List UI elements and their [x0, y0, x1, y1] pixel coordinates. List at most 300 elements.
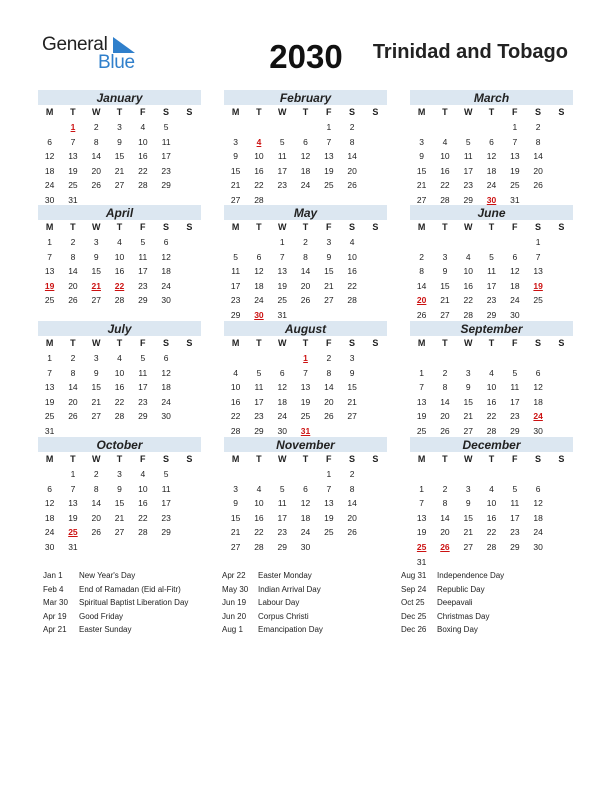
weekday-label: S: [163, 222, 170, 232]
weekday-label: M: [417, 454, 426, 464]
holiday-name: End of Ramadan (Eid al-Fitr): [79, 584, 181, 594]
day-cell: 30: [44, 541, 55, 552]
day-grid: [410, 351, 573, 439]
day-cell: 4: [256, 483, 262, 494]
weekday-label: W: [277, 454, 287, 464]
day-cell: 12: [161, 367, 171, 378]
weekday-label: T: [70, 454, 76, 464]
weekday-label: F: [512, 107, 518, 117]
day-cell: 18: [44, 165, 55, 176]
empty-cell: [271, 351, 294, 366]
day-cell: 24: [277, 411, 287, 422]
holiday-name: Easter Sunday: [79, 625, 132, 634]
day-cell: 18: [254, 280, 264, 291]
day-grid: [410, 467, 573, 569]
holiday-day-cell: 30: [486, 194, 497, 205]
day-cell: 7: [326, 483, 332, 494]
weekday-header: [224, 105, 387, 120]
day-cell: 16: [230, 396, 241, 407]
empty-cell: [457, 467, 480, 482]
weekday-label: M: [417, 222, 426, 232]
weekday-label: T: [302, 338, 309, 348]
empty-cell: [503, 467, 526, 482]
day-cell: 4: [349, 237, 355, 247]
weekday-label: M: [231, 338, 240, 348]
holiday-item: [43, 569, 223, 583]
day-cell: 30: [277, 425, 287, 436]
weekday-label: T: [70, 222, 76, 232]
day-cell: 26: [68, 411, 78, 422]
day-cell: 7: [47, 251, 53, 262]
weekday-label: F: [326, 107, 332, 117]
day-cell: 18: [510, 280, 520, 291]
weekday-label: M: [45, 454, 54, 464]
day-cell: 12: [486, 151, 497, 162]
day-cell: 22: [347, 280, 357, 291]
month-title: June: [410, 205, 573, 220]
weekday-label: S: [372, 454, 379, 464]
day-cell: 8: [535, 136, 541, 147]
day-cell: 17: [277, 165, 287, 176]
day-cell: 13: [68, 151, 78, 162]
empty-cell: [294, 120, 317, 135]
day-cell: 28: [254, 194, 264, 205]
month-title: March: [410, 90, 573, 105]
day-cell: 22: [230, 411, 241, 422]
holiday-name: Spiritual Baptist Liberation Day: [79, 598, 189, 607]
weekday-label: T: [442, 454, 448, 464]
month-november: [224, 437, 387, 555]
day-cell: 8: [93, 483, 99, 494]
weekday-header: [410, 220, 573, 235]
weekday-label: S: [349, 222, 356, 232]
day-cell: 30: [161, 411, 171, 422]
day-cell: 23: [161, 512, 171, 523]
holiday-name: Christmas Day: [437, 611, 490, 621]
weekday-label: S: [186, 454, 193, 464]
day-cell: 11: [231, 266, 241, 277]
holiday-item: [222, 583, 402, 597]
day-cell: 6: [303, 483, 308, 494]
day-cell: 8: [419, 266, 425, 277]
day-cell: 19: [68, 165, 78, 176]
holiday-name: Good Friday: [79, 611, 124, 621]
day-cell: 13: [277, 266, 287, 277]
day-cell: 2: [419, 251, 425, 262]
day-cell: 22: [138, 512, 148, 523]
day-cell: 1: [70, 469, 76, 479]
day-cell: 21: [230, 527, 241, 538]
day-grid: [38, 120, 201, 208]
holiday-name: Republic Day: [437, 584, 485, 594]
day-cell: 26: [91, 180, 101, 191]
logo-blue-text: Blue: [98, 52, 135, 73]
day-cell: 22: [114, 396, 125, 407]
day-cell: 28: [138, 180, 148, 191]
empty-cell: [410, 120, 433, 135]
holiday-date: Oct 25: [401, 598, 425, 607]
weekday-label: S: [372, 222, 379, 232]
weekday-label: S: [558, 338, 565, 348]
weekday-label: S: [163, 338, 170, 348]
weekday-label: M: [231, 222, 240, 232]
day-cell: 14: [440, 396, 450, 407]
empty-cell: [38, 120, 61, 135]
day-cell: 30: [533, 425, 543, 436]
weekday-label: T: [442, 107, 448, 117]
day-cell: 14: [91, 498, 101, 509]
day-cell: 26: [300, 295, 311, 306]
day-cell: 5: [140, 237, 146, 247]
weekday-label: S: [163, 107, 170, 117]
day-cell: 4: [140, 122, 146, 132]
month-title: February: [224, 90, 387, 105]
weekday-label: S: [535, 338, 542, 348]
day-cell: 17: [254, 396, 264, 407]
empty-cell: [503, 351, 526, 366]
weekday-label: F: [140, 107, 146, 117]
holiday-day-cell: 24: [533, 411, 543, 422]
day-cell: 10: [230, 382, 241, 393]
day-cell: 10: [486, 498, 497, 509]
weekday-label: W: [91, 222, 101, 232]
holiday-name: Boxing Day: [437, 625, 478, 634]
day-cell: 2: [303, 237, 308, 247]
day-cell: 15: [230, 512, 241, 523]
day-cell: 13: [44, 266, 55, 277]
holiday-day-cell: 30: [254, 309, 264, 320]
day-cell: 10: [114, 367, 125, 378]
country-name: Trinidad and Tobago: [372, 41, 568, 63]
day-cell: 20: [91, 165, 101, 176]
month-title: September: [410, 321, 573, 336]
holiday-day-cell: 20: [416, 295, 427, 306]
weekday-header: [224, 220, 387, 235]
day-grid: [224, 120, 387, 208]
weekday-label: T: [116, 107, 123, 117]
day-cell: 25: [533, 295, 543, 306]
day-cell: 28: [440, 194, 450, 205]
day-cell: 17: [510, 396, 520, 407]
holiday-column: [222, 569, 402, 637]
day-cell: 2: [326, 353, 332, 363]
day-cell: 20: [533, 165, 543, 176]
day-cell: 6: [163, 353, 169, 363]
holiday-name: Independence Day: [437, 571, 505, 580]
holiday-date: Jan 1: [43, 571, 63, 580]
day-cell: 5: [279, 483, 285, 494]
day-cell: 17: [463, 165, 473, 176]
day-cell: 27: [230, 194, 241, 205]
day-cell: 7: [47, 367, 53, 378]
holiday-date: Sep 24: [401, 584, 427, 594]
day-cell: 26: [347, 180, 357, 191]
day-cell: 31: [68, 541, 78, 552]
weekday-label: S: [535, 107, 542, 117]
empty-cell: [410, 235, 433, 250]
day-cell: 26: [68, 295, 78, 306]
day-cell: 9: [419, 151, 425, 162]
month-december: [410, 437, 573, 569]
day-cell: 11: [254, 382, 264, 393]
day-cell: 4: [233, 367, 239, 378]
month-title: January: [38, 90, 201, 105]
day-cell: 13: [44, 382, 55, 393]
weekday-label: M: [45, 222, 54, 232]
day-grid: [38, 467, 201, 555]
month-title: October: [38, 437, 201, 452]
day-cell: 22: [486, 411, 497, 422]
weekday-label: M: [417, 107, 426, 117]
day-cell: 12: [300, 151, 311, 162]
day-cell: 5: [163, 469, 169, 479]
day-cell: 28: [230, 425, 241, 436]
weekday-label: F: [512, 454, 518, 464]
day-cell: 9: [465, 382, 471, 393]
day-cell: 15: [324, 266, 334, 277]
day-cell: 18: [486, 165, 497, 176]
day-cell: 28: [138, 527, 148, 538]
day-cell: 7: [512, 136, 518, 147]
holiday-day-cell: 21: [91, 280, 101, 291]
day-cell: 17: [138, 382, 148, 393]
day-cell: 2: [442, 367, 448, 378]
holiday-item: [222, 610, 402, 624]
empty-cell: [410, 351, 433, 366]
day-cell: 7: [70, 136, 76, 147]
day-cell: 30: [533, 541, 543, 552]
day-cell: 27: [230, 541, 241, 552]
day-cell: 3: [233, 136, 239, 147]
empty-cell: [271, 120, 294, 135]
month-july: [38, 321, 201, 439]
day-grid: [224, 235, 387, 323]
day-cell: 2: [70, 237, 76, 247]
day-cell: 8: [303, 251, 308, 262]
day-cell: 18: [533, 396, 543, 407]
day-cell: 16: [138, 498, 148, 509]
day-cell: 27: [416, 194, 427, 205]
day-cell: 14: [416, 280, 427, 291]
month-january: [38, 90, 201, 208]
day-cell: 16: [440, 165, 450, 176]
empty-cell: [480, 235, 503, 250]
day-cell: 7: [535, 251, 541, 262]
holiday-name: Emancipation Day: [258, 625, 323, 634]
weekday-label: S: [349, 338, 356, 348]
weekday-label: T: [488, 338, 495, 348]
day-cell: 25: [300, 411, 311, 422]
day-cell: 24: [161, 396, 171, 407]
day-cell: 24: [161, 280, 171, 291]
day-cell: 9: [465, 498, 471, 509]
weekday-label: T: [256, 454, 262, 464]
day-cell: 7: [419, 498, 425, 509]
weekday-label: T: [116, 338, 123, 348]
day-cell: 4: [489, 483, 494, 494]
weekday-label: T: [442, 222, 448, 232]
day-cell: 6: [47, 483, 53, 494]
empty-cell: [457, 235, 480, 250]
day-cell: 8: [326, 367, 332, 378]
day-cell: 13: [416, 512, 427, 523]
day-cell: 6: [303, 136, 308, 147]
holiday-item: [222, 596, 402, 610]
weekday-label: S: [349, 454, 356, 464]
day-cell: 20: [68, 396, 78, 407]
day-cell: 15: [463, 512, 473, 523]
weekday-header: [410, 452, 573, 467]
day-cell: 19: [277, 280, 287, 291]
day-cell: 6: [279, 367, 285, 378]
day-cell: 13: [68, 498, 78, 509]
day-cell: 19: [416, 411, 427, 422]
day-cell: 26: [324, 411, 334, 422]
day-cell: 22: [254, 527, 264, 538]
day-cell: 14: [440, 512, 450, 523]
day-cell: 4: [489, 367, 494, 378]
day-cell: 2: [70, 353, 76, 363]
day-cell: 29: [138, 295, 148, 306]
weekday-label: T: [488, 454, 495, 464]
holiday-date: Dec 25: [401, 611, 427, 621]
logo-general-text: General: [42, 34, 108, 55]
day-cell: 1: [326, 469, 332, 479]
day-cell: 7: [419, 382, 425, 393]
day-cell: 15: [440, 280, 450, 291]
day-cell: 5: [512, 367, 518, 378]
day-cell: 27: [91, 411, 101, 422]
day-cell: 16: [254, 512, 264, 523]
day-cell: 17: [161, 151, 171, 162]
holiday-name: Deepavali: [437, 598, 473, 607]
day-cell: 10: [138, 136, 148, 147]
day-cell: 5: [512, 483, 518, 494]
weekday-label: S: [558, 454, 565, 464]
holiday-day-cell: 1: [70, 122, 76, 132]
month-april: [38, 205, 201, 308]
month-september: [410, 321, 573, 439]
day-cell: 29: [510, 541, 520, 552]
day-cell: 16: [138, 151, 148, 162]
day-cell: 3: [465, 367, 471, 378]
weekday-header: [38, 452, 201, 467]
day-cell: 23: [277, 527, 287, 538]
holiday-date: Jun 19: [222, 598, 247, 607]
day-cell: 28: [463, 309, 473, 320]
weekday-label: T: [256, 338, 262, 348]
day-cell: 3: [419, 136, 425, 147]
weekday-label: W: [463, 454, 473, 464]
day-cell: 2: [349, 469, 355, 479]
day-cell: 3: [326, 237, 332, 247]
day-cell: 14: [324, 382, 334, 393]
day-cell: 25: [324, 527, 334, 538]
day-cell: 29: [161, 180, 171, 191]
day-cell: 5: [489, 251, 494, 262]
empty-cell: [433, 351, 456, 366]
day-cell: 23: [138, 396, 148, 407]
day-cell: 24: [300, 527, 311, 538]
day-cell: 19: [324, 512, 334, 523]
day-cell: 27: [324, 295, 334, 306]
day-cell: 21: [440, 295, 450, 306]
day-cell: 10: [486, 382, 497, 393]
day-cell: 2: [535, 122, 541, 132]
weekday-label: W: [463, 338, 473, 348]
holiday-day-cell: 4: [256, 136, 262, 147]
weekday-label: W: [91, 338, 101, 348]
day-cell: 12: [510, 266, 520, 277]
day-cell: 24: [533, 527, 543, 538]
day-cell: 3: [349, 353, 355, 363]
holiday-date: Aug 31: [401, 571, 427, 580]
day-cell: 11: [510, 498, 520, 509]
day-cell: 13: [300, 382, 311, 393]
day-cell: 17: [486, 280, 497, 291]
day-cell: 10: [463, 266, 473, 277]
holiday-item: [401, 583, 581, 597]
day-cell: 12: [277, 382, 287, 393]
day-cell: 10: [254, 498, 264, 509]
empty-cell: [247, 235, 270, 250]
holiday-item: [43, 610, 223, 624]
holiday-name: Easter Monday: [258, 571, 312, 580]
day-cell: 15: [91, 266, 101, 277]
empty-cell: [433, 120, 456, 135]
holiday-date: Dec 26: [401, 625, 427, 634]
day-cell: 18: [533, 512, 543, 523]
day-cell: 9: [442, 266, 448, 277]
day-cell: 2: [93, 469, 99, 479]
weekday-label: F: [140, 454, 146, 464]
day-cell: 31: [44, 425, 55, 436]
day-cell: 15: [114, 151, 125, 162]
weekday-label: W: [277, 222, 287, 232]
day-cell: 6: [163, 237, 169, 247]
day-cell: 11: [277, 151, 287, 162]
day-cell: 1: [279, 237, 285, 247]
day-grid: [410, 120, 573, 208]
empty-cell: [224, 235, 247, 250]
day-cell: 9: [233, 151, 239, 162]
holiday-date: Jun 20: [222, 611, 247, 621]
day-cell: 15: [91, 382, 101, 393]
day-cell: 24: [486, 180, 497, 191]
empty-cell: [480, 351, 503, 366]
holiday-item: [43, 623, 223, 637]
day-cell: 15: [463, 396, 473, 407]
weekday-header: [224, 336, 387, 351]
day-cell: 24: [510, 295, 520, 306]
month-august: [224, 321, 387, 439]
month-title: November: [224, 437, 387, 452]
day-cell: 8: [349, 483, 355, 494]
day-cell: 3: [442, 251, 448, 262]
day-cell: 5: [140, 353, 146, 363]
weekday-label: S: [349, 107, 356, 117]
day-cell: 22: [440, 180, 450, 191]
weekday-label: T: [488, 107, 495, 117]
day-cell: 29: [463, 194, 473, 205]
day-cell: 27: [463, 541, 473, 552]
day-cell: 29: [230, 309, 241, 320]
day-cell: 28: [486, 541, 497, 552]
day-cell: 5: [256, 367, 262, 378]
day-cell: 25: [44, 411, 55, 422]
day-cell: 23: [138, 280, 148, 291]
day-cell: 21: [230, 180, 241, 191]
